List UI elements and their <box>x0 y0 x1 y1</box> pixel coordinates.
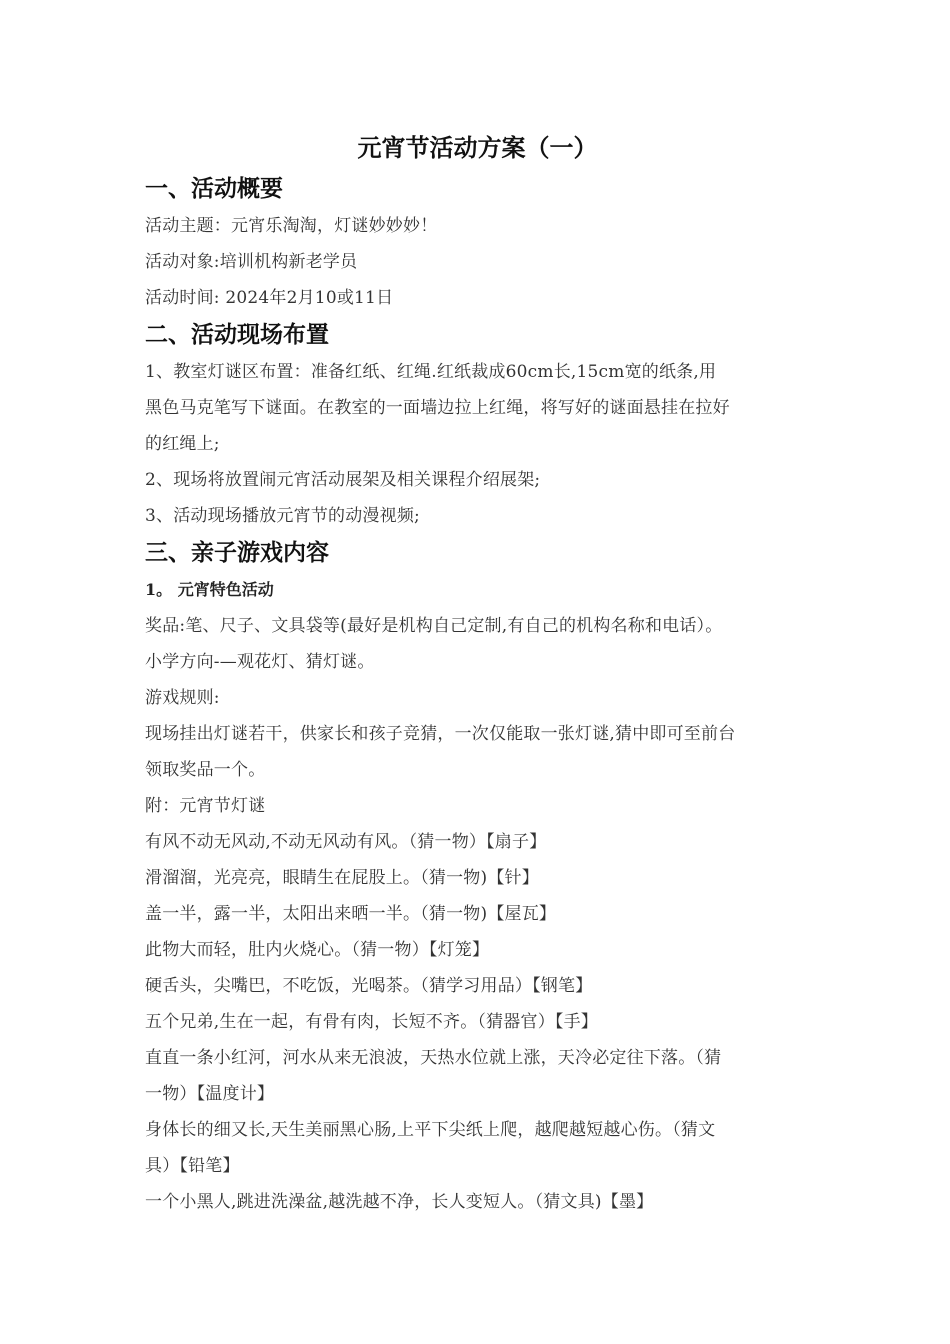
subsection-heading-lantern: 1。 元宵特色活动 <box>145 580 274 599</box>
riddle-line: 一个小黑人,跳进洗澡盆,越洗越不净，长人变短人。（猜文具)【墨】 <box>145 1192 654 1212</box>
activity-audience: 活动对象:培训机构新老学员 <box>145 252 358 272</box>
riddle-line: 滑溜溜，光亮亮，眼睛生在屁股上。（猜一物)【针】 <box>145 868 539 888</box>
page-title: 元宵节活动方案（一） <box>357 133 598 162</box>
activity-time: 活动时间: 2024年2月10或11日 <box>145 288 394 308</box>
riddle-line: 一物）【温度计】 <box>145 1084 275 1104</box>
riddle-line: 有风不动无风动,不动无风动有风。（猜一物）【扇子】 <box>145 832 547 852</box>
layout-item-1-line-2: 黑色马克笔写下谜面。在教室的一面墙边拉上红绳，将写好的谜面悬挂在拉好 <box>145 398 730 418</box>
rules-label: 游戏规则: <box>145 688 220 708</box>
prize-text: 奖品:笔、尺子、文具袋等(最好是机构自己定制,有自己的机构名称和电话）。 <box>145 616 723 636</box>
activity-theme: 活动主题：元宵乐淘淘，灯谜妙妙妙！ <box>145 216 438 236</box>
section-heading-overview: 一、活动概要 <box>145 175 283 202</box>
rules-line-2: 领取奖品一个。 <box>145 760 266 780</box>
riddle-line: 直直一条小红河，河水从来无浪波，天热水位就上涨，天冷必定往下落。（猜 <box>145 1048 722 1068</box>
rules-line-1: 现场挂出灯谜若干，供家长和孩子竞猜，一次仅能取一张灯谜,猜中即可至前台 <box>145 724 736 744</box>
layout-item-2: 2、现场将放置闹元宵活动展架及相关课程介绍展架; <box>145 470 541 490</box>
riddle-line: 盖一半，露一半，太阳出来晒一半。（猜一物)【屋瓦】 <box>145 904 557 924</box>
layout-item-3: 3、活动现场播放元宵节的动漫视频; <box>145 506 420 526</box>
section-heading-games: 三、亲子游戏内容 <box>145 539 329 566</box>
riddle-line: 具）【铅笔】 <box>145 1156 240 1176</box>
riddle-line: 硬舌头，尖嘴巴，不吃饭，光喝茶。（猜学习用品）【钢笔】 <box>145 976 593 996</box>
riddle-line: 身体长的细又长,天生美丽黑心肠,上平下尖纸上爬，越爬越短越心伤。（猜文 <box>145 1120 716 1140</box>
riddle-line: 五个兄弟,生在一起，有骨有肉，长短不齐。（猜器官）【手】 <box>145 1012 599 1032</box>
riddle-line: 此物大而轻，肚内火烧心。（猜一物）【灯笼】 <box>145 940 490 960</box>
layout-item-1-line-1: 1、教室灯谜区布置：准备红纸、红绳.红纸裁成60cm长,15cm宽的纸条,用 <box>145 362 717 382</box>
document-page <box>145 128 810 1220</box>
layout-item-1-line-3: 的红绳上; <box>145 434 220 454</box>
section-heading-layout: 二、活动现场布置 <box>145 321 329 348</box>
direction-text: 小学方向-—观花灯、猜灯谜。 <box>145 652 375 672</box>
appendix-label: 附：元宵节灯谜 <box>145 796 266 816</box>
